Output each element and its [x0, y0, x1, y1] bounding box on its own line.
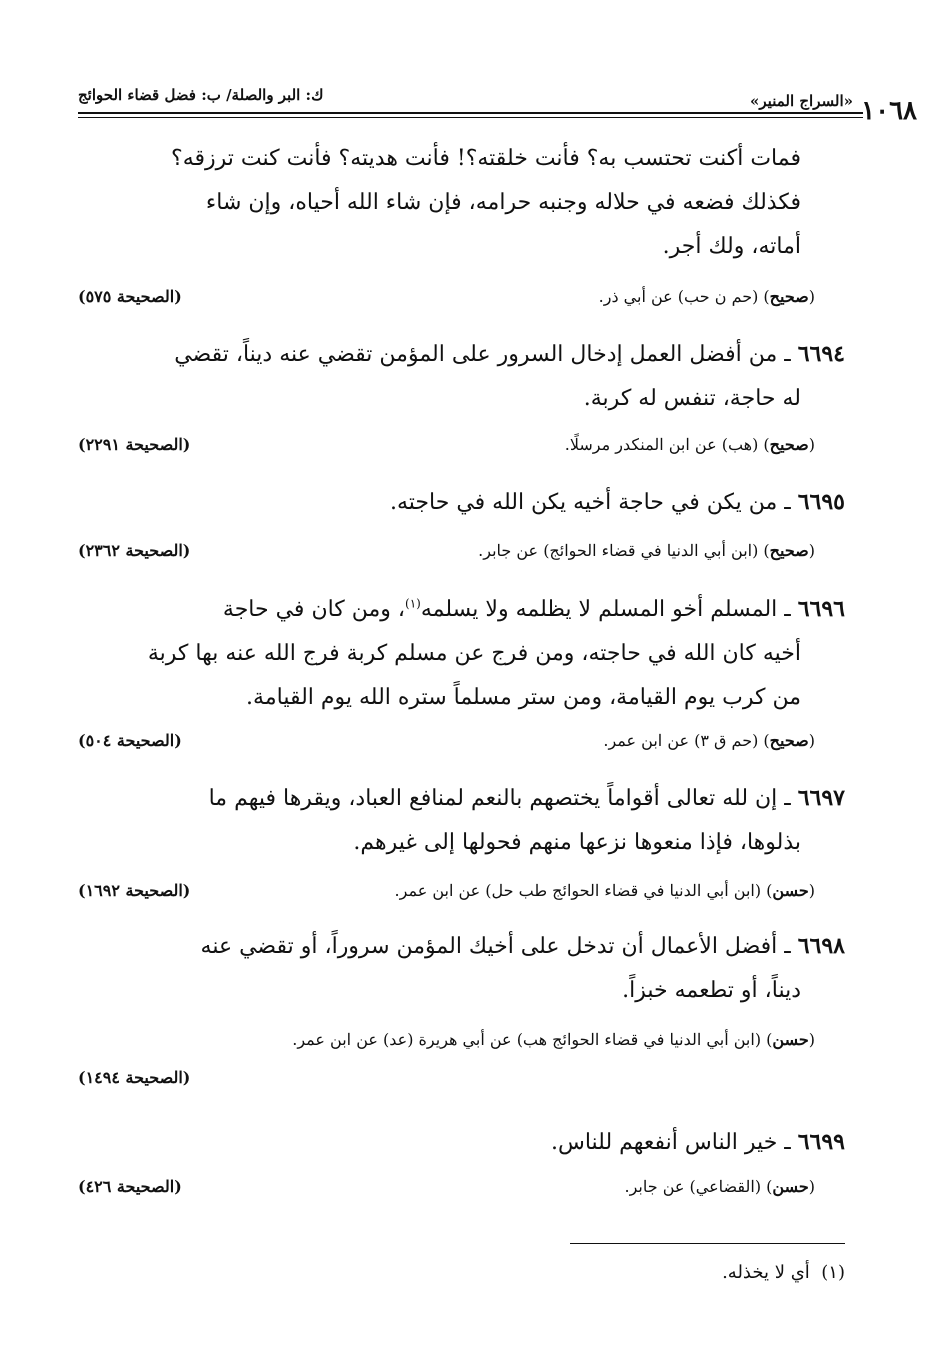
source-citation: (صحيح) (ابن أبي الدنيا في قضاء الحوائج) عن جابر. [478, 541, 815, 560]
source-row [78, 435, 845, 463]
source-citation: (حسن) (القضاعي) عن جابر. [624, 1177, 815, 1196]
hadith-number: ٦٦٩٤ [797, 341, 845, 367]
source-citation: (حسن) (ابن أبي الدنيا في قضاء الحوائج هب) عن أبي هريرة (عد) عن ابن عمر. [292, 1030, 815, 1049]
text-line: ٦٦٩٩ ـ خير الناس أنفعهم للناس. [550, 1129, 845, 1155]
hadith-entry [78, 776, 845, 865]
hadith-number: ٦٦٩٧ [797, 785, 845, 811]
text-line: ٦٦٩٧ ـ إن لله تعالى أقواماً يختصهم بالنعم لمنافع العباد، ويقرها فيهم ما [208, 785, 845, 811]
hadith-number: ٦٦٩٨ [797, 933, 845, 959]
hadith-text [78, 137, 845, 269]
hadith-number: ٦٦٩٩ [797, 1129, 845, 1155]
text-line: له حاجة، تنفس له كربة. [583, 386, 801, 411]
reference: (الصحيحة ٤٢٦) [78, 1177, 182, 1196]
source: (ابن أبي الدنيا في قضاء الحوائج هب) عن أبي هريرة (عد) عن ابن عمر. [292, 1030, 762, 1049]
grade: صحيح [769, 541, 809, 560]
hadith-entry [78, 582, 845, 720]
reference: (الصحيحة ٥٠٤) [78, 731, 182, 750]
source-row [78, 1068, 845, 1096]
header-rule-thin [78, 117, 863, 118]
source-row [78, 287, 845, 315]
grade: حسن [772, 881, 809, 900]
source-row [78, 881, 845, 909]
source: (القضاعي) عن جابر. [624, 1177, 762, 1196]
hadith-number: ٦٦٩٦ [797, 596, 845, 623]
source-row [78, 731, 845, 759]
hadith-entry [78, 480, 845, 525]
text-line: فمات أكنت تحتسب به؟ فأنت خلقته؟! فأنت هديته؟ فأنت كنت ترزقه؟ [171, 146, 801, 171]
source: (حم ق ٣) عن ابن عمر. [603, 731, 759, 750]
reference: (الصحيحة ٢٣٦٢) [78, 541, 191, 560]
text-line: أماته، ولك أجر. [662, 234, 801, 259]
source-citation: (حسن) (ابن أبي الدنيا في قضاء الحوائج طب حل) عن ابن عمر. [394, 881, 815, 900]
source-row [78, 541, 845, 569]
running-title: «السراج المنير» [750, 92, 853, 110]
text-line: فكذلك فضعه في حلاله وجنبه حرامه، فإن شاء الله أحياه، وإن شاء [205, 190, 801, 215]
footnote [722, 1262, 845, 1283]
reference: (الصحيحة ٢٢٩١) [78, 435, 191, 454]
hadith-number: ٦٦٩٥ [797, 489, 845, 515]
hadith-entry [78, 1120, 845, 1165]
grade: حسن [772, 1177, 809, 1196]
text-line: ٦٦٩٦ ـ المسلم أخو المسلم لا يظلمه ولا يسلمه$^{(١)}$، ومن كان في حاجة [222, 596, 845, 623]
text-line: ديناً، أو تطعمه خبزاً. [622, 978, 801, 1003]
source-row [78, 1177, 845, 1205]
reference: (الصحيحة ٥٧٥) [78, 287, 182, 306]
hadith-entry [78, 332, 845, 421]
source-citation: (صحيح) (حم ق ٣) عن ابن عمر. [603, 731, 815, 750]
text-line: أخيه كان الله في حاجته، ومن فرج عن مسلم كربة فرج الله عنه بها كربة [147, 641, 801, 667]
source: (ابن أبي الدنيا في قضاء الحوائج طب حل) عن ابن عمر. [394, 881, 762, 900]
source-citation: (صحيح) (حم ن حب) عن أبي ذر. [598, 287, 815, 306]
text-line: من كرب يوم القيامة، ومن ستر مسلماً ستره الله يوم القيامة. [246, 685, 801, 711]
text-line: بذلوها، فإذا منعوها نزعها منهم فحولها إلى غيرهم. [353, 830, 801, 855]
reference: (الصحيحة ١٦٩٢) [78, 881, 191, 900]
footnote-text: أي لا يخذله. [722, 1262, 810, 1283]
section-title: ك: البر والصلة/ ب: فضل قضاء الحوائج [78, 86, 324, 104]
text-line: ٦٦٩٥ ـ من يكن في حاجة أخيه يكن الله في حاجته. [390, 489, 845, 515]
source: (حم ن حب) عن أبي ذر. [598, 287, 759, 306]
grade: صحيح [769, 731, 809, 750]
reference: (الصحيحة ١٤٩٤) [78, 1068, 191, 1087]
page-number: ١٠٦٨ [861, 96, 917, 126]
footnote-marker: (١) [405, 597, 421, 611]
source: (هب) عن ابن المنكدر مرسلًا. [564, 435, 759, 454]
source-citation: (صحيح) (هب) عن ابن المنكدر مرسلًا. [564, 435, 815, 454]
header-rule [78, 112, 863, 114]
footnote-number: (١) [821, 1262, 845, 1283]
source: (ابن أبي الدنيا في قضاء الحوائج) عن جابر. [478, 541, 759, 560]
grade: صحيح [769, 435, 809, 454]
footnote-rule [570, 1243, 845, 1244]
text-line: ٦٦٩٤ ـ من أفضل العمل إدخال السرور على المؤمن تقضي عنه ديناً، تقضي [174, 341, 845, 367]
grade: حسن [772, 1030, 809, 1049]
source-row [78, 1030, 845, 1058]
text-line: ٦٦٩٨ ـ أفضل الأعمال أن تدخل على أخيك المؤمن سروراً، أو تقضي عنه [200, 933, 845, 959]
hadith-entry [78, 924, 845, 1013]
grade: صحيح [769, 287, 809, 306]
